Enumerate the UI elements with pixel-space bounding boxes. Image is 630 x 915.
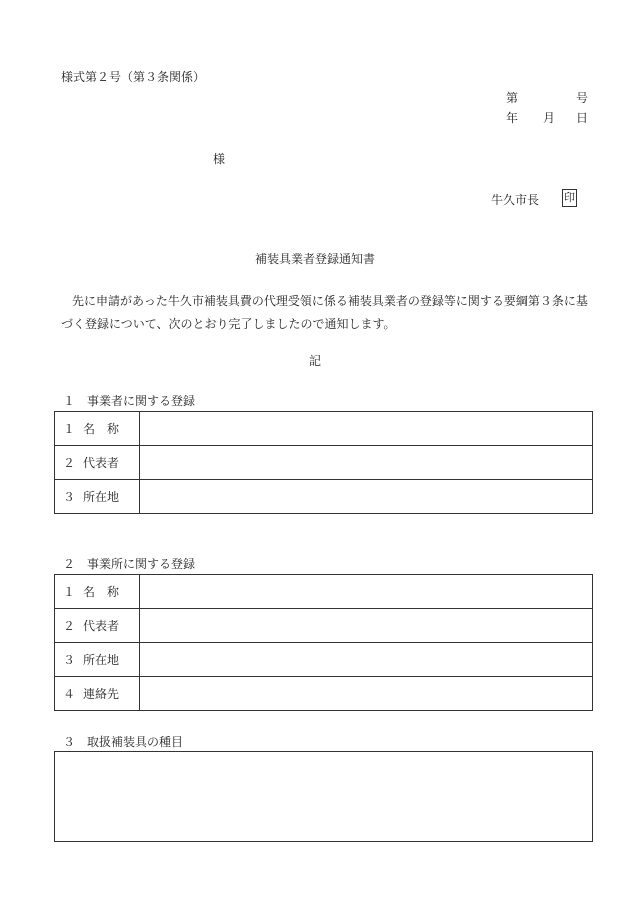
row-label-cell	[55, 609, 140, 643]
row-label: 名 称	[83, 585, 120, 599]
row-label: 名 称	[83, 422, 120, 436]
day-label: 日	[575, 111, 588, 125]
table-row	[55, 609, 593, 643]
row-number: ３	[63, 490, 76, 504]
row-label: 所在地	[83, 653, 120, 667]
row-number: １	[63, 422, 76, 436]
document-title: 補装具業者登録通知書	[254, 252, 375, 266]
row-number: ２	[63, 456, 76, 470]
addressee-honorific: 様	[213, 152, 226, 166]
form-label: 様式第２号（第３条関係）	[61, 70, 206, 84]
document-number-line	[506, 91, 588, 105]
row-label: 連絡先	[83, 687, 120, 701]
row-label: 代表者	[83, 456, 120, 470]
row-label: 所在地	[83, 490, 120, 504]
row-number: ３	[63, 653, 76, 667]
section1-title: １ 事業者に関する登録	[63, 394, 196, 408]
row-label-cell	[55, 412, 140, 446]
representative-field[interactable]	[140, 446, 593, 480]
name-field[interactable]	[140, 412, 593, 446]
month-label: 月	[543, 111, 556, 125]
representative-field[interactable]	[140, 609, 593, 643]
table-row	[55, 575, 593, 609]
row-label-cell	[55, 677, 140, 711]
number-prefix: 第	[506, 91, 519, 105]
row-label-cell	[55, 446, 140, 480]
address-field[interactable]	[140, 643, 593, 677]
section2-table	[54, 574, 593, 711]
ki-heading: 記	[308, 354, 321, 368]
section1-table	[54, 411, 593, 514]
number-suffix: 号	[575, 91, 588, 105]
device-types-box[interactable]	[54, 751, 593, 842]
contact-field[interactable]	[140, 677, 593, 711]
table-row	[55, 446, 593, 480]
section2-title: ２ 事業所に関する登録	[63, 557, 196, 571]
body-text: 先に申請があった牛久市補装具費の代理受領に係る補装具業者の登録等に関する要綱第３条に基づく登録について、次のとおり完了しましたので通知します。	[61, 294, 588, 331]
table-row	[55, 480, 593, 514]
year-label: 年	[506, 111, 519, 125]
row-number: １	[63, 585, 76, 599]
row-label-cell	[55, 575, 140, 609]
issuer-name: 牛久市長	[491, 193, 540, 207]
table-row	[55, 677, 593, 711]
name-field[interactable]	[140, 575, 593, 609]
table-row	[55, 412, 593, 446]
row-label-cell	[55, 643, 140, 677]
row-number: ２	[63, 619, 76, 633]
date-line	[506, 111, 588, 125]
table-row	[55, 643, 593, 677]
row-label: 代表者	[83, 619, 120, 633]
seal-box: 印	[562, 189, 577, 207]
address-field[interactable]	[140, 480, 593, 514]
row-label-cell	[55, 480, 140, 514]
row-number: ４	[63, 687, 76, 701]
section3-title: ３ 取扱補装具の種目	[63, 735, 184, 749]
